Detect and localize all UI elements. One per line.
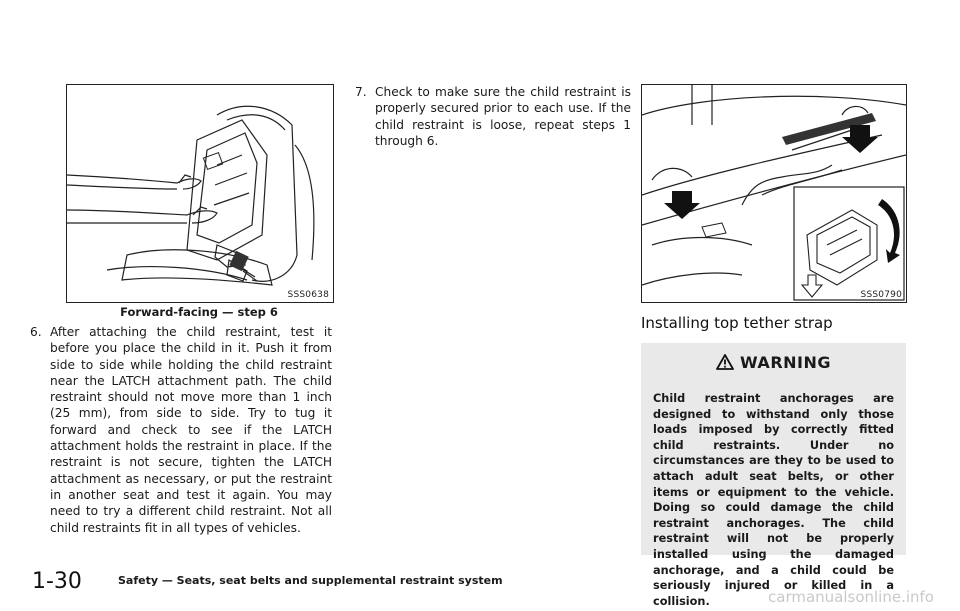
figure-caption-left: Forward-facing — step 6 [120, 305, 278, 319]
figure-code-left: SSS0638 [287, 290, 329, 300]
figure-forward-facing [66, 84, 334, 303]
watermark: carmanualsonline.info [768, 588, 934, 606]
chapter-title: Safety — Seats, seat belts and supplemental restraint system [118, 574, 503, 587]
step-6-text: After attaching the child restraint, test it before you place the child in it. Push it from side to side while holding the child restraint near the LATCH attachment path. The child restraint should not move more than 1 inch (25 mm), from side to side. Try to tug it forward and check to see if the LATCH attachment holds the restraint in place. If the restraint is not secure, tighten the LATCH attachment as necessary, or put the restraint in another seat and test it again. You may need to try a different child restraint. Not all child restraints fit in all types of vehicles. [50, 325, 332, 535]
step-6-number: 6. [30, 325, 42, 339]
step-6 [30, 324, 332, 536]
figure-top-tether [641, 84, 907, 303]
warning-heading [641, 353, 906, 372]
forward-facing-illustration [67, 85, 333, 302]
step-7 [355, 84, 631, 149]
warning-triangle-icon [716, 354, 734, 370]
step-7-number: 7. [355, 85, 367, 99]
warning-text: Child restraint anchorages are designed to withstand only those loads imposed by correctly fitted child restraints. Under no circumstances are they to be used to attach adult seat belts, or other items or equipment to the vehicle. Doing so could damage the child restraint anchorages. The child restraint will not be properly installed using the damaged anchorage, and a child could be seriously injured or killed in a collision. [653, 392, 894, 608]
page-number: 1-30 [32, 569, 82, 594]
figure-code-right: SSS0790 [860, 290, 902, 300]
step-7-text: Check to make sure the child restraint is properly secured prior to each use. If the child restraint is loose, repeat steps 1 through 6. [375, 85, 631, 148]
section-title: Installing top tether strap [641, 314, 833, 332]
top-tether-illustration [642, 85, 906, 302]
warning-heading-text: WARNING [740, 353, 831, 372]
